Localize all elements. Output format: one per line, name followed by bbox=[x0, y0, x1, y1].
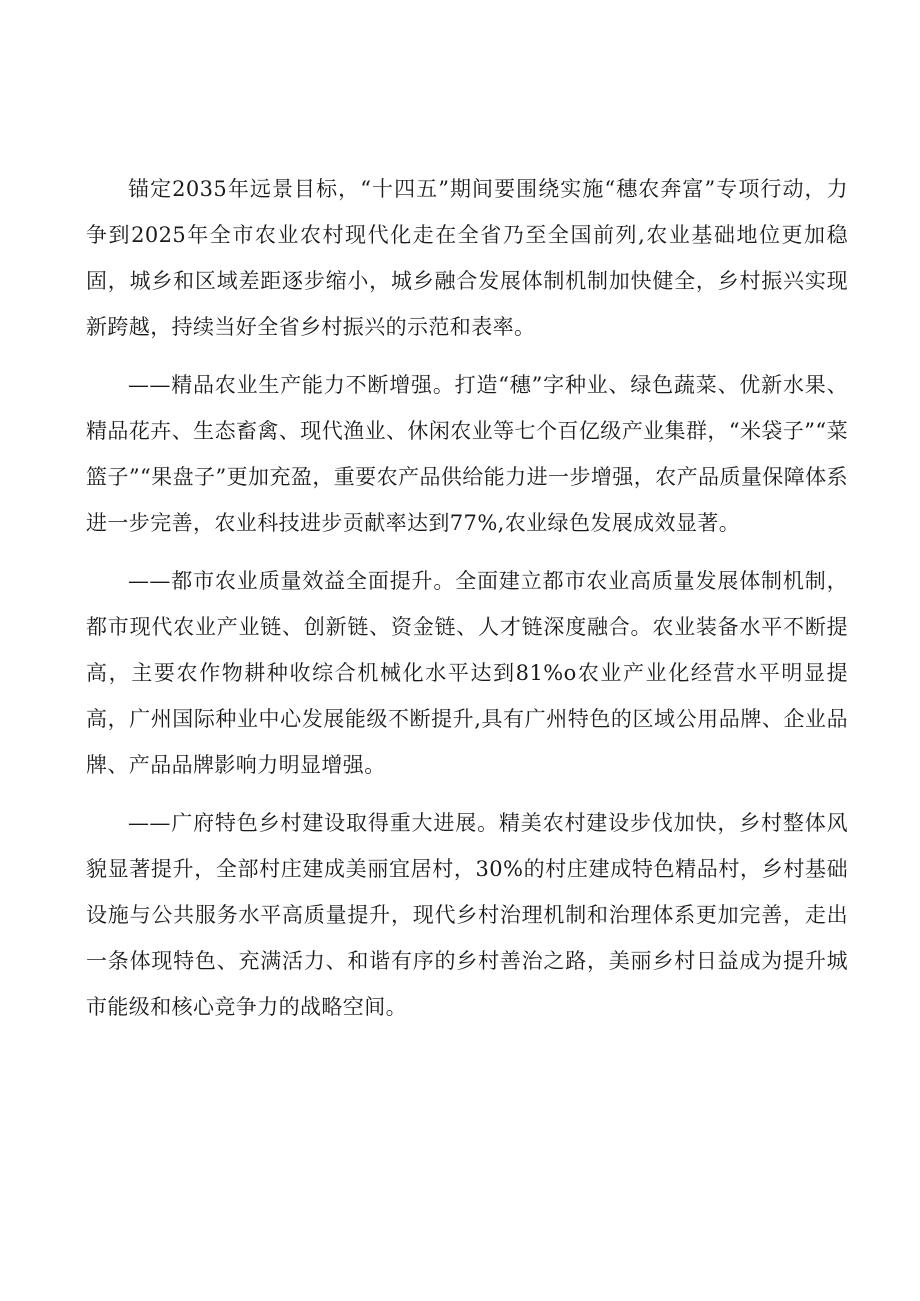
paragraph-urban-agriculture: ——都市农业质量效益全面提升。全面建立都市农业高质量发展体制机制，都市现代农业产业链、创新链、资金链、人才链深度融合。农业装备水平不断提高，主要农作物耕种收综合机械化水平达到81%o农业产业化经营水平明显提高，广州国际种业中心发展能级不断提升,具有广州特色的区域公用品牌、企业品牌、产品品牌影响力明显增强。 bbox=[86, 569, 848, 777]
paragraph-quality-agriculture: ——精品农业生产能力不断增强。打造“穗”字种业、绿色蔬菜、优新水果、精品花卉、生态畜禽、现代渔业、休闲农业等七个百亿级产业集群，“米袋子”“菜篮子”“果盘子”更加充盈，重要农产品供给能力进一步增强，农产品质量保障体系进一步完善，农业科技进步贡献率达到77%,农业绿色发展成效显著。 bbox=[86, 373, 848, 535]
paragraph-rural-construction: ——广府特色乡村建设取得重大进展。精美农村建设步伐加快，乡村整体风貌显著提升，全部村庄建成美丽宜居村，30%的村庄建成特色精品村，乡村基础设施与公共服务水平高质量提升，现代乡村治理机制和治理体系更加完善，走出一条体现特色、充满活力、和谐有序的乡村善治之路，美丽乡村日益成为提升城市能级和核心竞争力的战略空间。 bbox=[86, 811, 848, 1019]
document-body bbox=[86, 166, 848, 1042]
paragraph-vision-2035: 锚定2035年远景目标，“十四五”期间要围绕实施“穗农奔富”专项行动，力争到2025年全市农业农村现代化走在全省乃至全国前列,农业基础地位更加稳固，城乡和区域差距逐步缩小，城乡融合发展体制机制加快健全，乡村振兴实现新跨越，持续当好全省乡村振兴的示范和表率。 bbox=[86, 177, 848, 339]
